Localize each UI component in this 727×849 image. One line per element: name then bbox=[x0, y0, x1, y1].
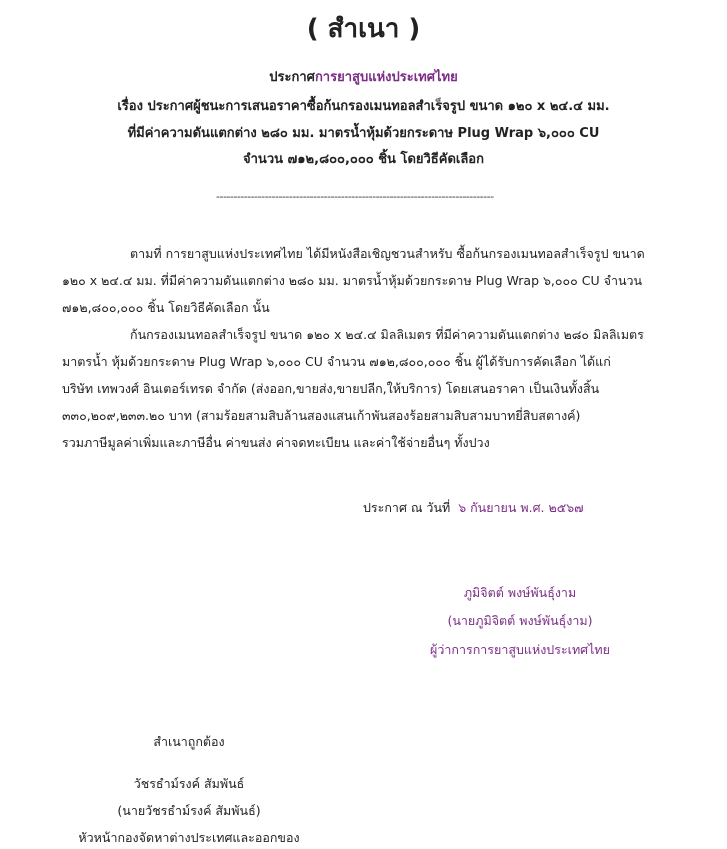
certified-name: วัชรธำม์รงค์ สัมพันธ์ bbox=[133, 776, 245, 791]
announcer-org: การยาสูบแห่งประเทศไทย bbox=[314, 70, 458, 85]
para2-line-1: ก้นกรองเมนทอลสำเร็จรูป ขนาด ๑๒๐ x ๒๔.๔ มิลลิเมตร ที่มีค่าความดันแตกต่าง ๒๘๐ มิลลิเมตร bbox=[130, 327, 644, 342]
announcement-date bbox=[363, 498, 584, 518]
certified-full-name: (นายวัชรธำม์รงค์ สัมพันธ์) bbox=[117, 803, 261, 818]
para2-line-2: มาตรน้ำ หุ้มด้วยกระดาษ Plug Wrap ๖,๐๐๐ CU จำนวน ๗๑๒,๘๐๐,๐๐๐ ชิ้น ผู้ได้รับการคัดเลือก ได้แก่ bbox=[62, 354, 611, 369]
certified-label: สำเนาถูกต้อง bbox=[153, 734, 225, 749]
para1-line-3: ๗๑๒,๘๐๐,๐๐๐ ชิ้น โดยวิธีคัดเลือก นั้น bbox=[62, 300, 270, 315]
certified-position: หัวหน้ากองจัดหาต่างประเทศและออกของ bbox=[78, 830, 300, 845]
date-prefix: ประกาศ ณ วันที่ bbox=[363, 500, 451, 515]
subject-line-1: เรื่อง ประกาศผู้ชนะการเสนอราคาซื้อก้นกรองเมนทอลสำเร็จรูป ขนาด ๑๒๐ x ๒๔.๔ มม. bbox=[117, 99, 610, 114]
subject-line-2: ที่มีค่าความดันแตกต่าง ๒๘๐ มม. มาตรน้ำหุ้มด้วยกระดาษ Plug Wrap ๖,๐๐๐ CU bbox=[127, 126, 600, 141]
announcer-line bbox=[0, 66, 727, 87]
para2-line-3: บริษัท เทพวงศ์ อินเตอร์เทรด จำกัด (ส่งออก,ขายส่ง,ขายปลีก,ให้บริการ) โดยเสนอราคา เป็นเงินทั้งสิ้น bbox=[62, 381, 600, 396]
para1-line-2: ๑๒๐ x ๒๔.๔ มม. ที่มีค่าความดันแตกต่าง ๒๘๐ มม. มาตรน้ำหุ้มด้วยกระดาษ Plug Wrap ๖,๐๐๐ CU จำนวน bbox=[62, 273, 643, 288]
date-value: ๖ กันยายน พ.ศ. ๒๕๖๗ bbox=[458, 500, 584, 515]
para1-line-1: ตามที่ การยาสูบแห่งประเทศไทย ได้มีหนังสือเชิญชวนสำหรับ ซื้อก้นกรองเมนทอลสำเร็จรูป ขนาด bbox=[130, 246, 645, 261]
document-title: ( สำเนา ) bbox=[306, 14, 421, 44]
para2-line-4: ๓๓๐,๒๐๙,๒๓๓.๒๐ บาท (สามร้อยสามสิบล้านสองแสนเก้าพันสองร้อยสามสิบสามบาทยี่สิบสตางค์) bbox=[62, 408, 581, 423]
signature-name: ภูมิจิตต์ พงษ์พันธุ์งาม bbox=[463, 585, 577, 600]
divider: -------------------------------------------------------------------------------- bbox=[216, 190, 494, 203]
para2-line-5: รวมภาษีมูลค่าเพิ่มและภาษีอื่น ค่าขนส่ง ค่าจดทะเบียน และค่าใช้จ่ายอื่นๆ ทั้งปวง bbox=[62, 435, 490, 450]
signature-position: ผู้ว่าการการยาสูบแห่งประเทศไทย bbox=[430, 642, 610, 657]
signature-full-name: (นายภูมิจิตต์ พงษ์พันธุ์งาม) bbox=[447, 613, 593, 628]
announcer-prefix: ประกาศ bbox=[269, 70, 315, 85]
subject-line-3: จำนวน ๗๑๒,๘๐๐,๐๐๐ ชิ้น โดยวิธีคัดเลือก bbox=[243, 152, 484, 167]
